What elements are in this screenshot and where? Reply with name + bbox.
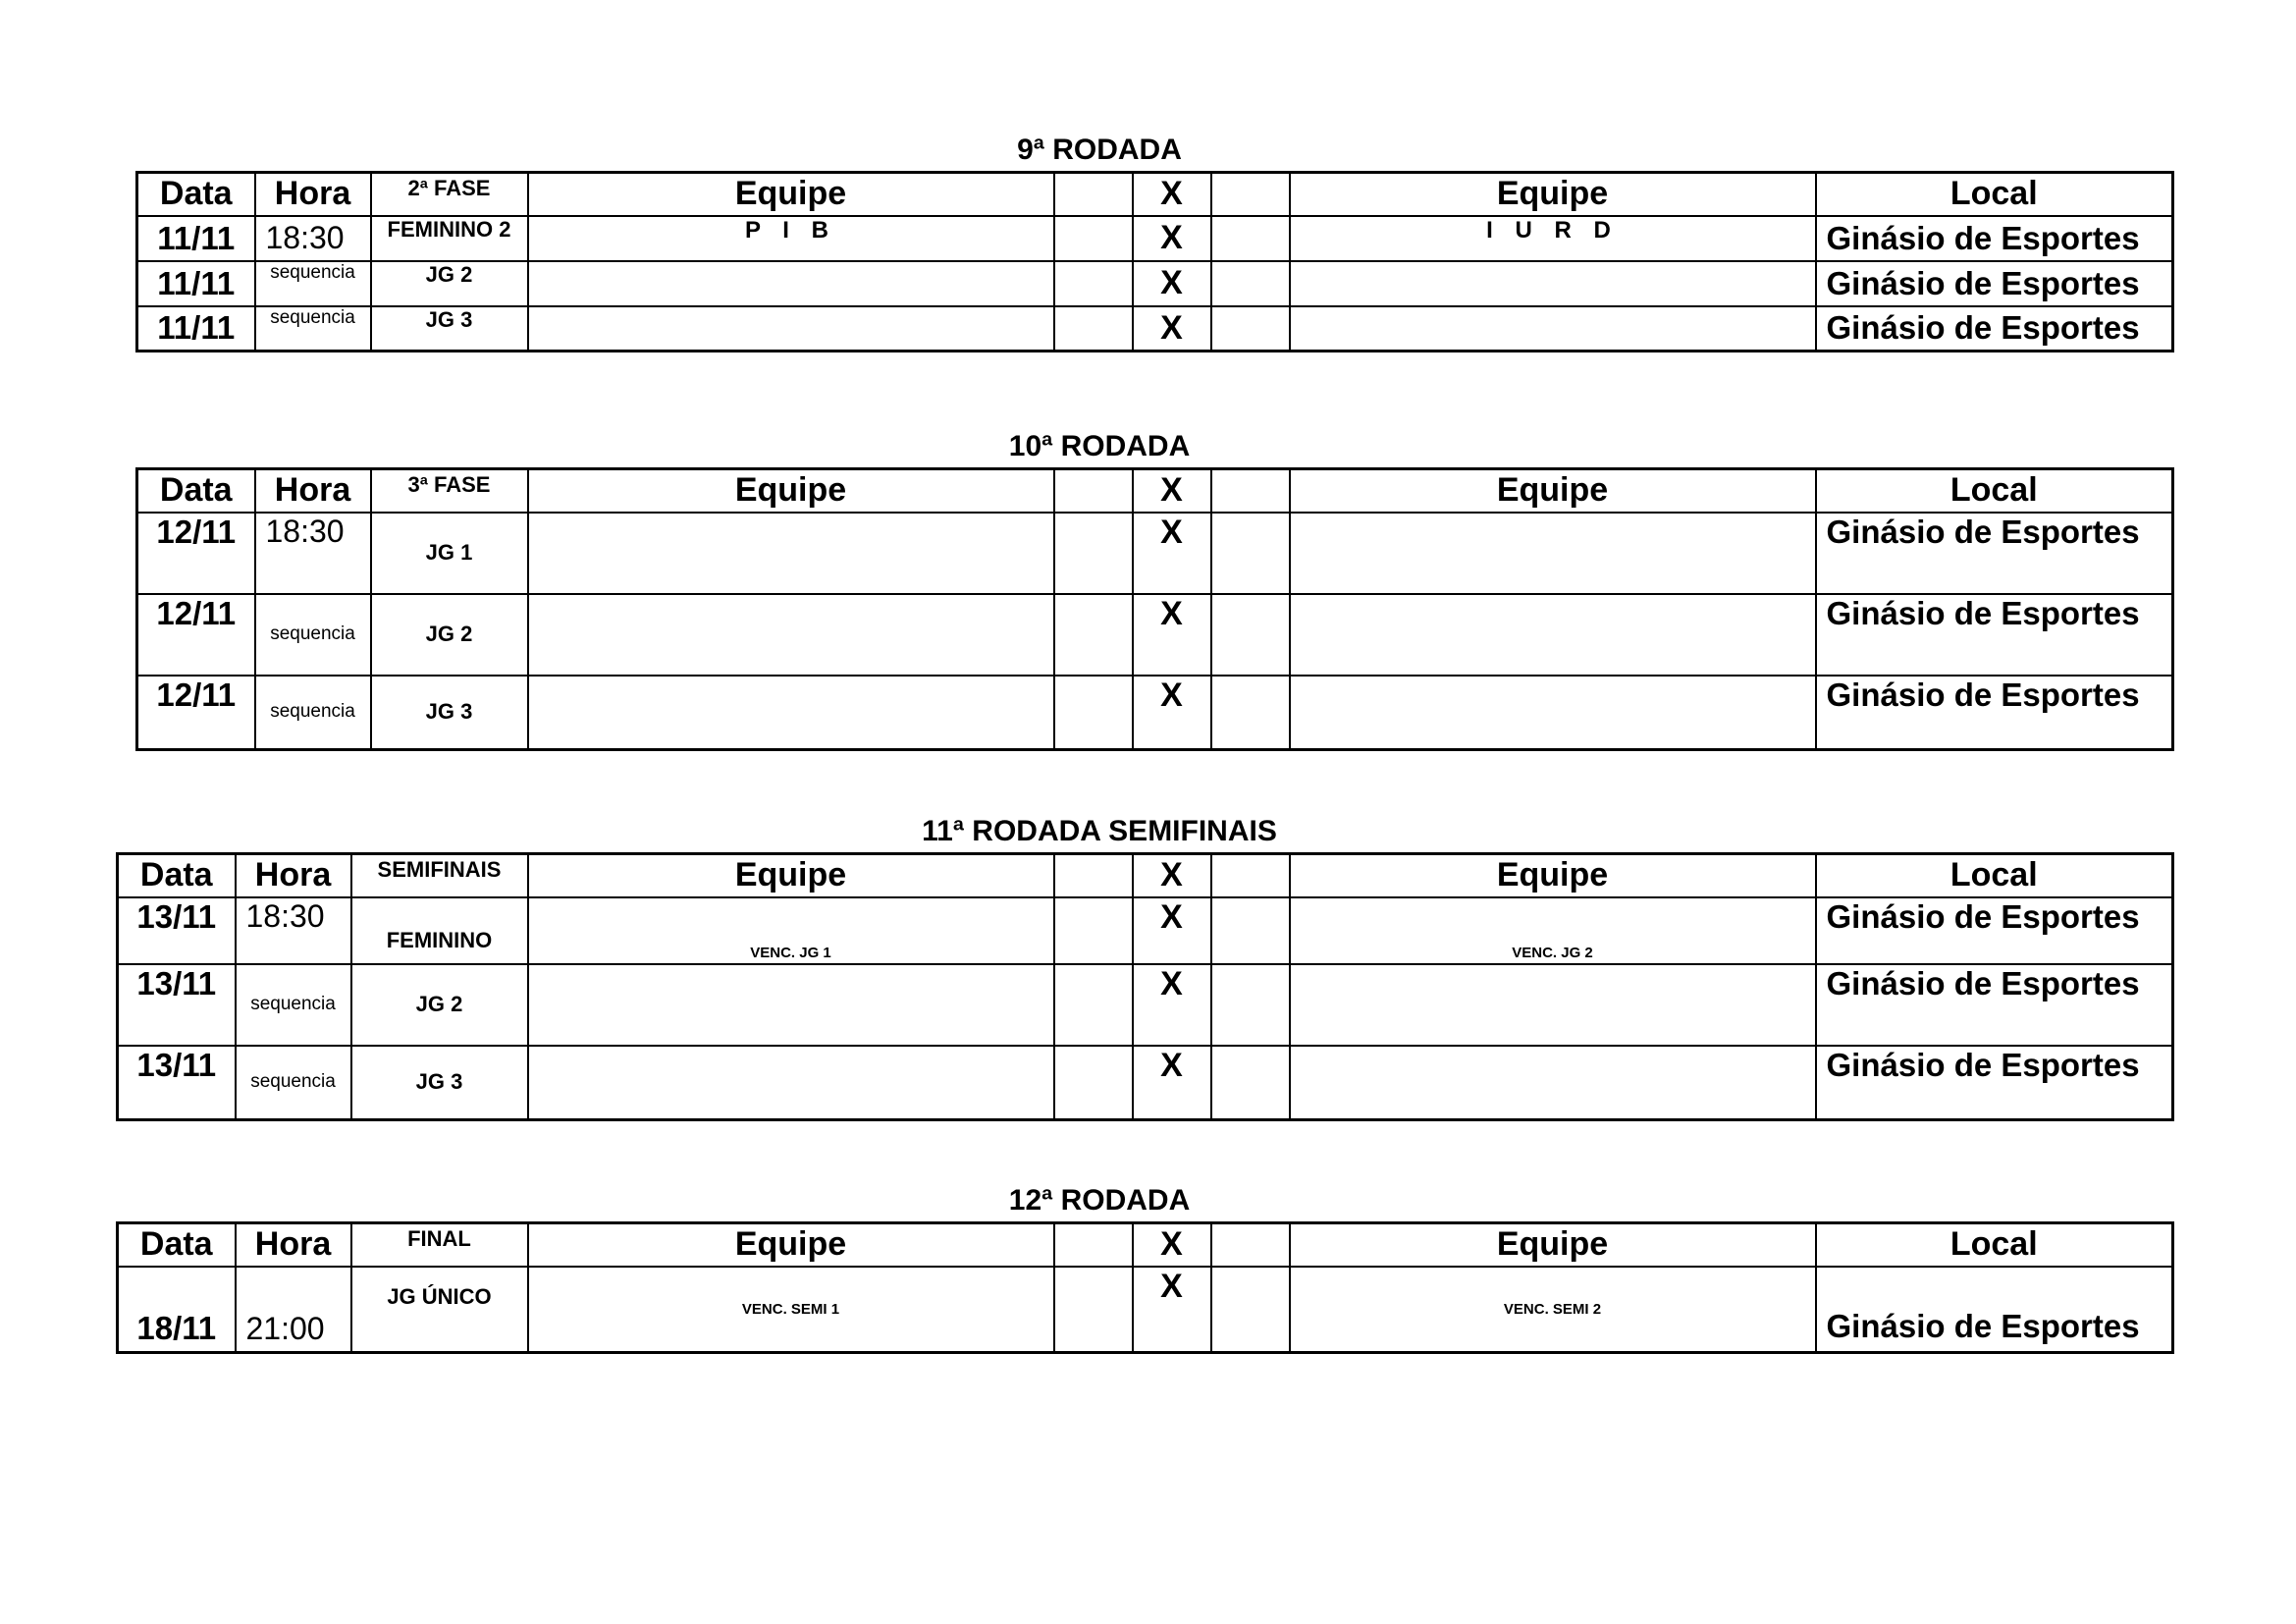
score-cell-2 [1211,469,1290,513]
score-cell-2 [1211,1223,1290,1267]
hora-cell: sequencia [255,676,371,750]
score1-cell [1054,216,1133,261]
round10-table [135,467,2174,751]
date-cell: 12/11 [137,513,255,594]
score2-cell [1211,513,1290,594]
score1-cell [1054,306,1133,352]
table-row [118,1267,2173,1353]
local-cell: Ginásio de Esportes [1816,513,2173,594]
header-fase: SEMIFINAIS [351,854,528,897]
local-cell: Ginásio de Esportes [1816,306,2173,352]
table-row [137,676,2173,750]
local-cell: Ginásio de Esportes [1816,261,2173,306]
jogo-cell: JG ÚNICO [351,1267,528,1353]
header-fase: 3ª FASE [371,469,528,513]
jogo-cell: JG 3 [371,676,528,750]
x-cell: X [1133,676,1211,750]
round10-title: 10ª RODADA [1008,430,1191,462]
header-hora: Hora [236,1223,351,1267]
header-equipe-2: Equipe [1290,1223,1816,1267]
header-local: Local [1816,469,2173,513]
table-row [137,306,2173,352]
hora-cell: 18:30 [255,513,371,594]
score-cell-1 [1054,469,1133,513]
team2-cell [1290,261,1816,306]
team2-cell [1290,513,1816,594]
header-equipe-2: Equipe [1290,173,1816,216]
score1-cell [1054,676,1133,750]
jogo-cell: JG 2 [371,261,528,306]
header-local: Local [1816,854,2173,897]
x-cell: X [1133,1046,1211,1120]
x-cell: X [1133,306,1211,352]
round9-title: 9ª RODADA [1017,134,1182,166]
hora-cell: sequencia [255,306,371,352]
hora-cell: sequencia [236,964,351,1046]
round12-title: 12ª RODADA [1008,1184,1191,1217]
team2-cell [1290,676,1816,750]
round11-table [116,852,2174,1121]
date-cell: 12/11 [137,594,255,676]
x-cell: X [1133,964,1211,1046]
header-equipe-1: Equipe [528,469,1054,513]
x-cell: X [1133,897,1211,964]
jogo-cell: JG 1 [371,513,528,594]
team2-cell [1290,594,1816,676]
team1-cell [528,513,1054,594]
team1-cell [528,964,1054,1046]
jogo-cell: FEMININO [351,897,528,964]
date-cell: 11/11 [137,306,255,352]
date-cell: 11/11 [137,261,255,306]
local-cell: Ginásio de Esportes [1816,1046,2173,1120]
date-cell: 13/11 [118,964,236,1046]
team1-cell [528,306,1054,352]
score1-cell [1054,1267,1133,1353]
jogo-cell: FEMININO 2 [371,216,528,261]
date-cell: 11/11 [137,216,255,261]
header-data: Data [137,469,255,513]
jogo-cell: JG 3 [371,306,528,352]
table-row [137,594,2173,676]
header-row [137,469,2173,513]
local-cell: Ginásio de Esportes [1816,964,2173,1046]
header-equipe-1: Equipe [528,173,1054,216]
header-local: Local [1816,1223,2173,1267]
score2-cell [1211,897,1290,964]
score-cell-1 [1054,173,1133,216]
header-data: Data [118,854,236,897]
hora-cell: 18:30 [255,216,371,261]
team1-cell [528,594,1054,676]
header-equipe-2: Equipe [1290,854,1816,897]
score1-cell [1054,1046,1133,1120]
header-x: X [1133,1223,1211,1267]
table-row [118,964,2173,1046]
team2-cell: VENC. SEMI 2 [1290,1267,1816,1353]
x-cell: X [1133,513,1211,594]
header-fase: FINAL [351,1223,528,1267]
team1-cell [528,261,1054,306]
table-row [137,261,2173,306]
header-local: Local [1816,173,2173,216]
score2-cell [1211,676,1290,750]
header-equipe-1: Equipe [528,1223,1054,1267]
score-cell-2 [1211,854,1290,897]
table-row [118,897,2173,964]
score1-cell [1054,513,1133,594]
team1-cell: VENC. SEMI 1 [528,1267,1054,1353]
date-cell: 13/11 [118,897,236,964]
score1-cell [1054,897,1133,964]
date-cell: 12/11 [137,676,255,750]
team1-cell: VENC. JG 1 [528,897,1054,964]
table-row [118,1046,2173,1120]
header-hora: Hora [255,173,371,216]
local-cell: Ginásio de Esportes [1816,897,2173,964]
score-cell-2 [1211,173,1290,216]
header-row [118,854,2173,897]
local-cell: Ginásio de Esportes [1816,676,2173,750]
table-row [137,513,2173,594]
header-hora: Hora [255,469,371,513]
hora-cell: 21:00 [236,1267,351,1353]
score2-cell [1211,306,1290,352]
x-cell: X [1133,261,1211,306]
header-equipe-2: Equipe [1290,469,1816,513]
hora-cell: sequencia [236,1046,351,1120]
date-cell: 18/11 [118,1267,236,1353]
score1-cell [1054,594,1133,676]
round12-table [116,1221,2174,1354]
local-cell: Ginásio de Esportes [1816,1267,2173,1353]
score2-cell [1211,1046,1290,1120]
local-cell: Ginásio de Esportes [1816,216,2173,261]
score2-cell [1211,1267,1290,1353]
team2-cell: VENC. JG 2 [1290,897,1816,964]
header-fase: 2ª FASE [371,173,528,216]
team2-cell: I U R D [1290,216,1816,261]
table-row [137,216,2173,261]
header-hora: Hora [236,854,351,897]
score2-cell [1211,216,1290,261]
score2-cell [1211,261,1290,306]
header-x: X [1133,173,1211,216]
team1-cell: P I B [528,216,1054,261]
score-cell-1 [1054,854,1133,897]
round9-table [135,171,2174,352]
team1-cell [528,676,1054,750]
date-cell: 13/11 [118,1046,236,1120]
score2-cell [1211,964,1290,1046]
x-cell: X [1133,594,1211,676]
jogo-cell: JG 2 [351,964,528,1046]
score-cell-1 [1054,1223,1133,1267]
score1-cell [1054,964,1133,1046]
hora-cell: 18:30 [236,897,351,964]
header-x: X [1133,854,1211,897]
header-equipe-1: Equipe [528,854,1054,897]
header-data: Data [118,1223,236,1267]
header-row [118,1223,2173,1267]
round11-title: 11ª RODADA SEMIFINAIS [922,815,1277,847]
team2-cell [1290,306,1816,352]
header-data: Data [137,173,255,216]
team1-cell [528,1046,1054,1120]
team2-cell [1290,1046,1816,1120]
score2-cell [1211,594,1290,676]
x-cell: X [1133,216,1211,261]
jogo-cell: JG 3 [351,1046,528,1120]
hora-cell: sequencia [255,261,371,306]
header-x: X [1133,469,1211,513]
score1-cell [1054,261,1133,306]
local-cell: Ginásio de Esportes [1816,594,2173,676]
x-cell: X [1133,1267,1211,1353]
header-row [137,173,2173,216]
hora-cell: sequencia [255,594,371,676]
jogo-cell: JG 2 [371,594,528,676]
team2-cell [1290,964,1816,1046]
